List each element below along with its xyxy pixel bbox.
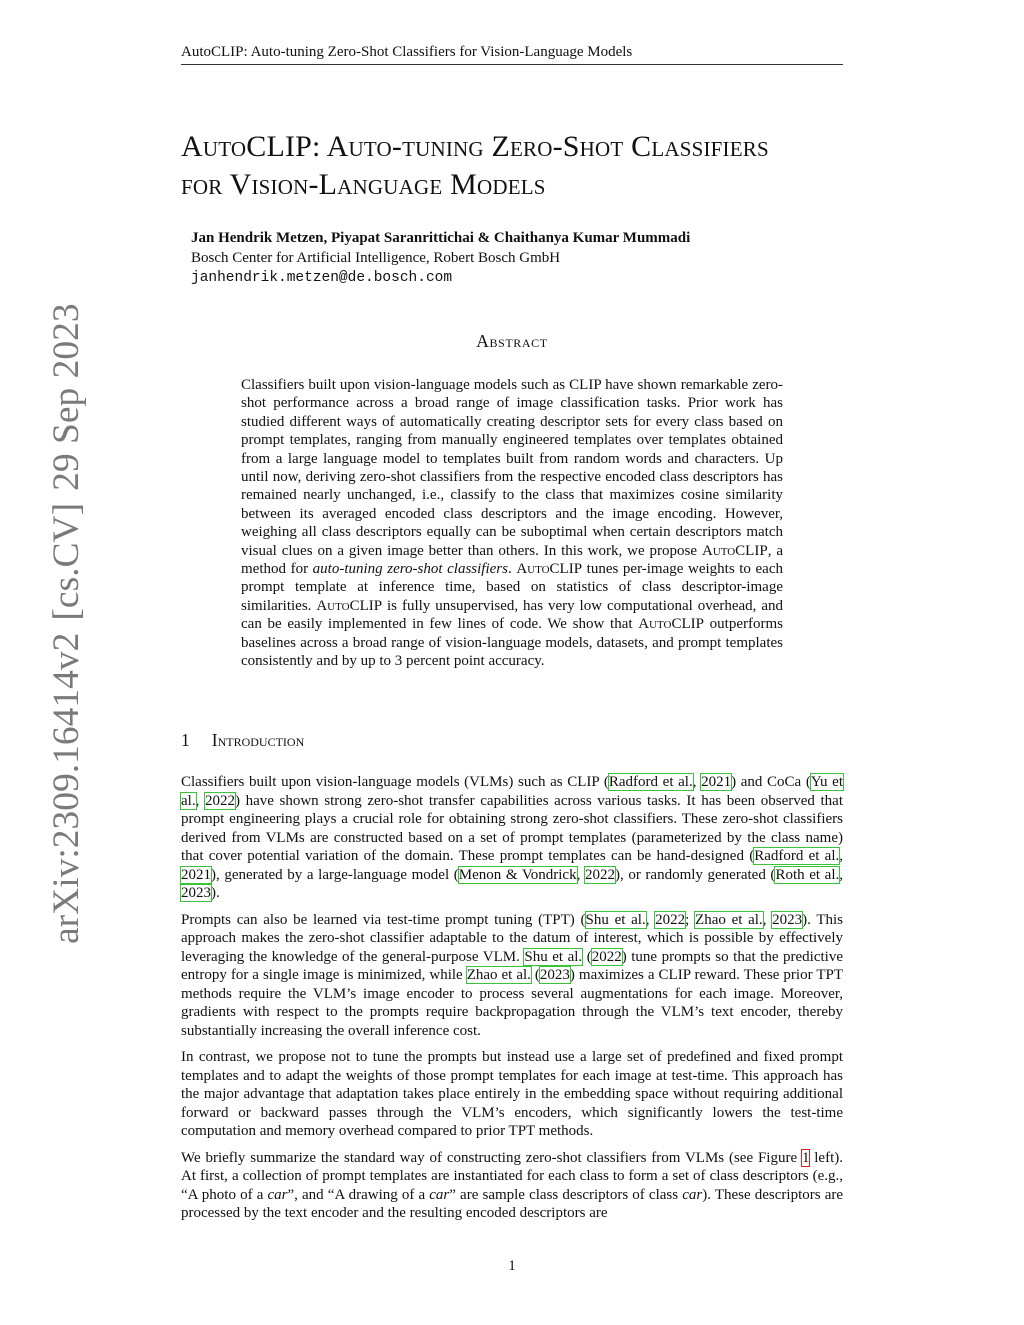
text-run: ), generated by a large-language model (: [211, 866, 459, 883]
citation-link[interactable]: Radford et al.: [754, 848, 840, 864]
arxiv-date: 29 Sep 2023: [46, 303, 87, 491]
citation-year-link[interactable]: 2021: [181, 866, 211, 883]
text-run: ”, and “A drawing of a: [287, 1186, 430, 1203]
abstract-heading: Abstract: [476, 331, 548, 351]
emphasis: car: [267, 1186, 288, 1203]
abstract-emphasis: auto-tuning zero-shot classifiers: [312, 561, 508, 578]
abstract-text-4: tunes per-image weights to each prompt template at inference time, based on statistics of class descriptor-image similarities.: [241, 561, 783, 614]
abstract-text-5: is fully unsupervised, has very low computational overhead, and can be easily implemented in few lines of code. We show that: [241, 597, 783, 633]
figure-ref-link[interactable]: 1: [801, 1149, 810, 1166]
abstract-text-3: .: [507, 561, 517, 578]
citation-link[interactable]: Roth et al.: [775, 866, 840, 883]
citation-year-link[interactable]: 2022: [204, 792, 235, 809]
introduction-body: [181, 773, 843, 1231]
arxiv-id: arXiv:2309.16414v2: [46, 632, 87, 944]
author-email[interactable]: janhendrik.metzen@de.bosch.com: [191, 270, 453, 286]
method-name: AutoCLIP: [638, 616, 704, 633]
citation-year-link[interactable]: 2022: [591, 948, 622, 965]
arxiv-category: [cs.CV]: [46, 502, 87, 621]
citation-link[interactable]: Yu et al.: [181, 774, 843, 809]
abstract-text-2: , a method for: [241, 542, 783, 578]
author-names: Jan Hendrik Metzen, Piyapat Saranrittichai & Chaithanya Kumar Mummadi: [191, 230, 691, 246]
text-run: ). These descriptors are processed by the text encoder and the resulting encoded descriptors are: [181, 1186, 844, 1221]
method-name: AutoCLIP: [516, 561, 583, 578]
section-number: 1: [181, 730, 190, 750]
paragraph: [181, 773, 843, 903]
citation-year-link[interactable]: 2023: [539, 967, 570, 983]
author-affiliation: Bosch Center for Artificial Intelligence, Robert Bosch GmbH: [191, 250, 561, 266]
abstract-text-6: outperforms baselines across a broad range of vision-language models, datasets, and prompt templates consistently and by up to 3 percent point accuracy.: [241, 616, 783, 670]
citation-link[interactable]: Shu et al.: [585, 911, 646, 928]
introduction-heading: [181, 730, 304, 751]
text-run: ) tune prompts so that the predictive entropy for a single image is minimized, while: [181, 948, 843, 983]
citation-link[interactable]: Radford et al.: [608, 774, 693, 790]
arxiv-identifier-stamp[interactable]: [45, 291, 88, 944]
text-run: (: [582, 948, 592, 965]
emphasis: car: [682, 1186, 703, 1203]
citation-link[interactable]: Zhao et al.: [466, 967, 531, 983]
page-number: 1: [508, 1258, 516, 1274]
text-run: Classifiers built upon vision-language models (VLMs) such as CLIP (: [181, 774, 609, 790]
text-run: ,: [762, 911, 773, 928]
text-run: ).: [211, 885, 220, 901]
section-title: Introduction: [211, 730, 305, 750]
running-header: AutoCLIP: Auto-tuning Zero-Shot Classifiers for Vision-Language Models: [181, 44, 843, 65]
text-run: ) and CoCa (: [731, 774, 811, 790]
paragraph: [181, 911, 843, 1041]
text-run: ” are sample class descriptors of class: [449, 1186, 683, 1203]
paragraph: [181, 1149, 843, 1223]
citation-year-link[interactable]: 2023: [772, 911, 803, 928]
citation-year-link[interactable]: 2023: [181, 885, 211, 901]
title-line-1: AutoCLIP: Auto-tuning Zero-Shot Classifiers: [181, 130, 769, 163]
method-name: AutoCLIP: [316, 597, 383, 614]
text-run: ;: [685, 911, 696, 928]
citation-link[interactable]: Shu et al.: [524, 948, 583, 965]
citation-link[interactable]: Zhao et al.: [695, 911, 763, 928]
text-run: ), or randomly generated (: [614, 866, 776, 883]
paragraph: In contrast, we propose not to tune the prompts but instead use a large set of predefined and fixed prompt templates and to adapt the weights of those prompt templates for each image at test-time. This approach has the major advantage that adaptation takes place entirely in the embedding space without requiring additional forward or backward passes through the VLM’s encoders, which significantly lowers the test-time computation and memory overhead compared to prior TPT methods.: [181, 1049, 843, 1139]
text-run: ) maximizes a CLIP reward. These prior TPT methods require the VLM’s image encoder to process several augmentations for each image. Moreover, gradients with respect to the prompts require backpropagation through the VLM’s text encoder, thereby substantially increasing the overall inference cost.: [181, 967, 843, 1039]
text-run: ) have shown strong zero-shot transfer capabilities across various tasks. It has been observed that prompt engineering plays a crucial role for obtaining strong zero-shot classifiers. These zero-shot classifiers derived from VLMs are constructed based on a set of prompt templates (parameterized by the class name) that cover potential variation of the domain. These prompt templates can be hand-designed (: [181, 792, 843, 864]
text-run: ,: [839, 866, 843, 883]
text-run: ,: [692, 774, 702, 790]
citation-link[interactable]: Menon & Vondrick: [458, 866, 577, 883]
paper-title: [181, 128, 861, 204]
emphasis: car: [429, 1186, 450, 1203]
text-run: ,: [839, 848, 843, 864]
method-name: AutoCLIP: [701, 542, 768, 559]
text-run: We briefly summarize the standard way of constructing zero-shot classifiers from VLMs (see Figure: [181, 1149, 802, 1166]
text-run: ). This approach makes the zero-shot classifier adaptable to the datum of interest, which is possible by effectively leveraging the knowledge of the general-purpose VLM.: [181, 911, 844, 965]
citation-year-link[interactable]: 2021: [701, 774, 732, 790]
author-block: [191, 228, 831, 288]
abstract-text: [241, 376, 783, 671]
text-run: (: [530, 967, 540, 983]
text-run: left). At first, a collection of prompt templates are instantiated for each class to form a set of class descriptors (e.g., “A photo of a: [181, 1149, 843, 1203]
abstract-text-1: Classifiers built upon vision-language models such as CLIP have shown remarkable zero-shot performance across a broad range of image classification tasks. Prior work has studied different ways of automatically creating descriptor sets for every class based on prompt templates, ranging from manually engineered templates over templates obtained from a large language model to templates built from random words and characters. Up until now, deriving zero-shot classifiers from the respective encoded class descriptors has remained nearly unchanged, i.e., classify to the class that maximizes cosine similarity between its averaged encoded class descriptors and the image encoding. However, weighing all class descriptors equally can be suboptimal when certain descriptors match visual clues on a given image better than others. In this work, we propose: [241, 377, 783, 559]
citation-year-link[interactable]: 2022: [584, 866, 615, 883]
text-run: ,: [645, 911, 656, 928]
text-run: ,: [195, 792, 205, 809]
text-run: Prompts can also be learned via test-time prompt tuning (TPT) (: [181, 911, 586, 928]
citation-year-link[interactable]: 2022: [655, 911, 686, 928]
text-run: ,: [576, 866, 585, 883]
title-line-2: for Vision-Language Models: [181, 168, 546, 201]
